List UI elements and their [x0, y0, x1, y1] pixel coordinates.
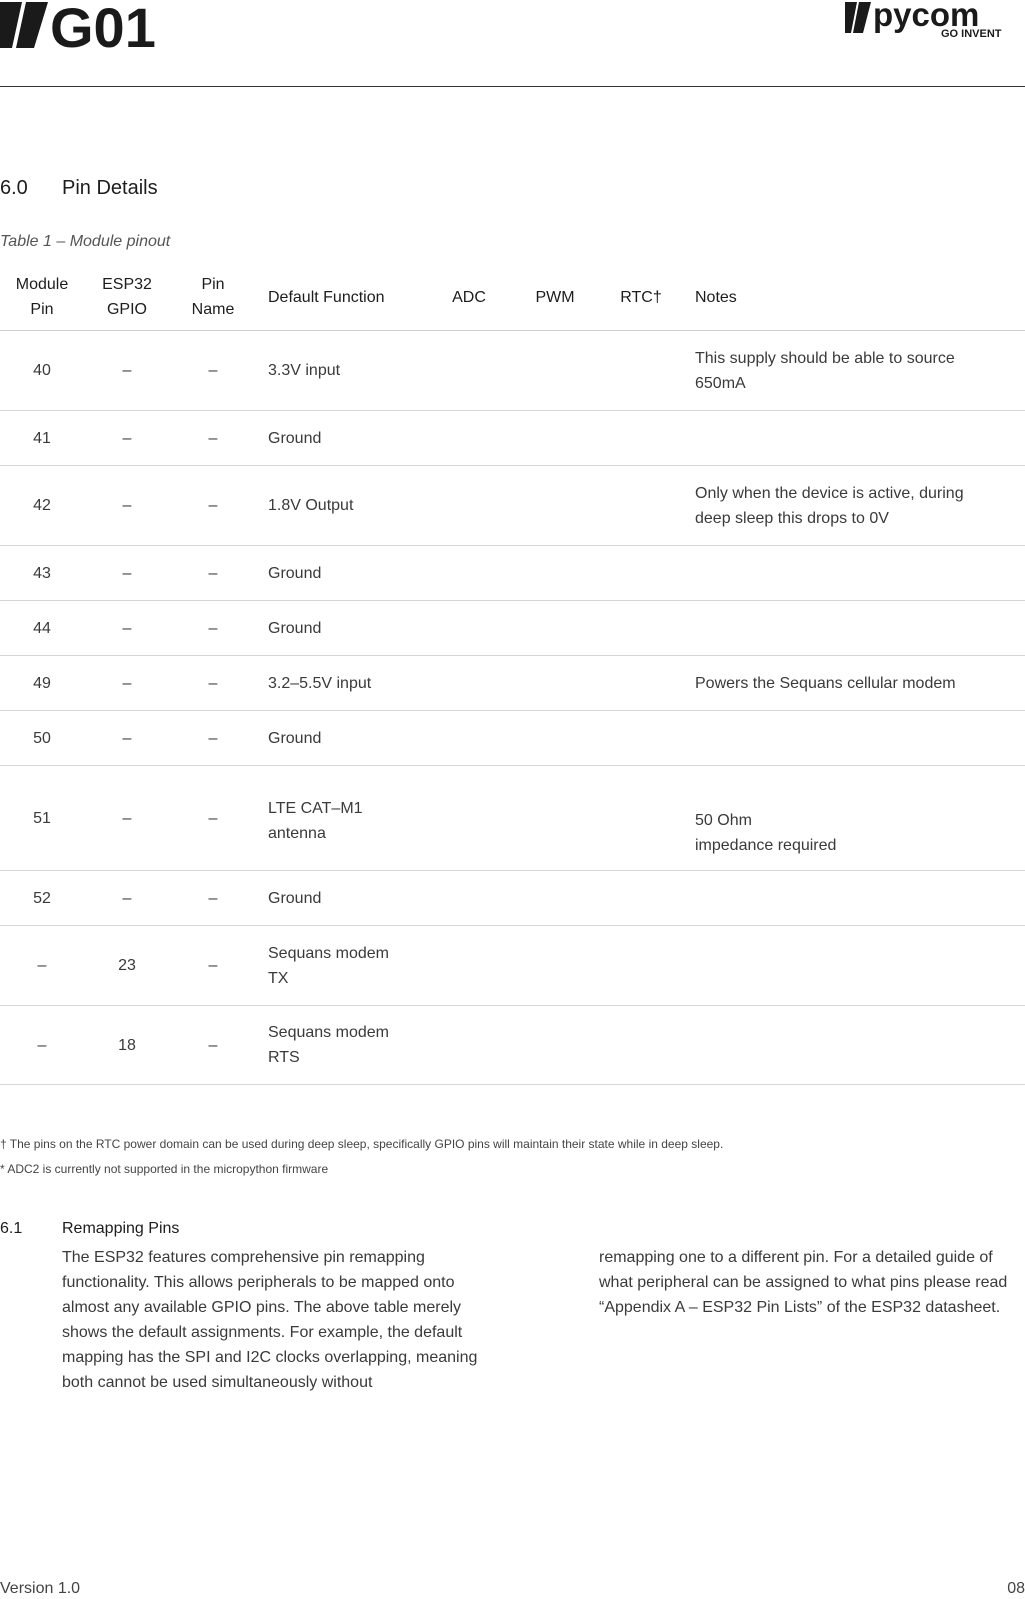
g01-logo-text: G01 [50, 0, 156, 50]
cell-pwm [524, 466, 586, 545]
cell-pwm [524, 546, 586, 600]
paragraph-column-left: The ESP32 features comprehensive pin remapping functionality. This allows peripherals to be mapped onto almost any available GPIO pins. The above table merely shows the default assignments. For example, the default mapping has the SPI and I2C clocks overlapping, meaning both cannot be used simultaneously without [62, 1249, 478, 1391]
cell-default-function: Ground [268, 889, 322, 907]
cell-pwm [524, 411, 586, 465]
cell-adc [438, 711, 500, 765]
header-divider [0, 86, 1025, 87]
footnote-adc2: * ADC2 is currently not supported in the micropython firmware [0, 1162, 329, 1176]
cell-adc [438, 546, 500, 600]
cell-default-function: Sequans modem TX [268, 944, 389, 987]
table-header [0, 264, 1025, 331]
cell-pwm [524, 766, 586, 870]
subsection-number: 6.1 [0, 1220, 23, 1237]
table-row [0, 1006, 1025, 1085]
cell-esp32-gpio: – [122, 362, 132, 379]
cell-adc [438, 871, 500, 925]
section-number: 6.0 [0, 177, 28, 199]
cell-notes [695, 601, 1025, 655]
col-header-pin-name: Pin Name [191, 276, 235, 318]
cell-esp32-gpio: 18 [118, 1036, 136, 1054]
cell-rtc [610, 601, 672, 655]
cell-module-pin: 51 [33, 809, 51, 827]
g01-logo [0, 0, 170, 50]
table-row [0, 466, 1025, 546]
cell-default-function: Ground [268, 429, 322, 447]
cell-pin-name: – [208, 729, 218, 747]
cell-pin-name: – [208, 497, 218, 514]
cell-module-pin: 41 [33, 429, 51, 447]
cell-pin-name: – [208, 809, 218, 827]
cell-esp32-gpio: – [122, 619, 132, 637]
cell-pin-name: – [208, 1036, 218, 1054]
cell-notes: Only when the device is active, during deep sleep this drops to 0V [695, 484, 964, 527]
cell-module-pin: 44 [33, 619, 51, 637]
cell-rtc [610, 656, 672, 710]
cell-esp32-gpio: – [122, 429, 132, 447]
section-title: Pin Details [62, 177, 158, 199]
cell-notes: This supply should be able to source 650mA [695, 349, 955, 392]
cell-module-pin: 49 [33, 674, 51, 692]
footer-page-number: 08 [1007, 1580, 1025, 1597]
cell-pwm [524, 656, 586, 710]
cell-rtc [610, 411, 672, 465]
cell-notes: Powers the Sequans cellular modem [695, 674, 956, 692]
cell-adc [438, 1006, 500, 1084]
footer-version: Version 1.0 [0, 1580, 81, 1597]
cell-rtc [610, 711, 672, 765]
cell-adc [438, 926, 500, 1005]
col-header-notes: Notes [695, 288, 737, 306]
cell-module-pin: – [37, 957, 47, 974]
cell-default-function: 3.2–5.5V input [268, 674, 372, 692]
cell-pwm [524, 926, 586, 1005]
cell-esp32-gpio: – [122, 889, 132, 907]
cell-adc [438, 656, 500, 710]
cell-esp32-gpio: – [122, 809, 132, 827]
cell-rtc [610, 926, 672, 1005]
col-header-default-function: Default Function [268, 288, 385, 306]
table-row [0, 766, 1025, 871]
col-header-pwm: PWM [535, 288, 575, 306]
cell-notes [695, 711, 1025, 765]
pycom-logo [845, 0, 1025, 40]
cell-adc [438, 411, 500, 465]
cell-module-pin: 40 [33, 362, 51, 379]
cell-esp32-gpio: 23 [118, 957, 136, 974]
pycom-logo-text: pycom [873, 0, 980, 33]
cell-module-pin: 43 [33, 564, 51, 582]
cell-notes [695, 1006, 1025, 1084]
cell-default-function: Ground [268, 564, 322, 582]
table-row [0, 926, 1025, 1006]
paragraph-column-right: remapping one to a different pin. For a detailed guide of what peripheral can be assigned to what pins please read “Appendix A – ESP32 Pin Lists” of the ESP32 datasheet. [599, 1249, 1008, 1316]
table-row [0, 546, 1025, 601]
cell-notes [695, 926, 1025, 1005]
footnote-rtc: † The pins on the RTC power domain can be used during deep sleep, specifically GPIO pins will maintain their state while in deep sleep. [0, 1137, 724, 1151]
cell-default-function: Ground [268, 619, 322, 637]
table-caption: Table 1 – Module pinout [0, 233, 171, 250]
cell-pwm [524, 711, 586, 765]
cell-notes: 50 Ohm impedance required [695, 812, 837, 854]
table-row [0, 656, 1025, 711]
cell-module-pin: 42 [33, 497, 51, 514]
col-header-adc: ADC [452, 288, 486, 306]
cell-rtc [610, 466, 672, 545]
cell-esp32-gpio: – [122, 729, 132, 747]
col-header-module-pin: Module Pin [15, 276, 69, 318]
col-header-rtc: RTC† [620, 288, 662, 306]
cell-rtc [610, 871, 672, 925]
cell-adc [438, 331, 500, 410]
cell-rtc [610, 766, 672, 870]
subsection-title: Remapping Pins [62, 1220, 180, 1237]
cell-module-pin: – [37, 1036, 47, 1054]
cell-default-function: Sequans modem RTS [268, 1024, 389, 1066]
cell-adc [438, 766, 500, 870]
cell-default-function: LTE CAT–M1 antenna [268, 800, 363, 842]
cell-pin-name: – [208, 889, 218, 907]
cell-pin-name: – [208, 957, 218, 974]
cell-pin-name: – [208, 362, 218, 379]
table-row [0, 411, 1025, 466]
cell-pin-name: – [208, 564, 218, 582]
pycom-tagline: GO INVENT [941, 28, 1002, 40]
cell-adc [438, 466, 500, 545]
cell-notes [695, 411, 1025, 465]
cell-module-pin: 50 [33, 729, 51, 747]
cell-module-pin: 52 [33, 889, 51, 907]
cell-rtc [610, 546, 672, 600]
table-row [0, 331, 1025, 411]
cell-esp32-gpio: – [122, 564, 132, 582]
cell-pin-name: – [208, 429, 218, 447]
table-row [0, 601, 1025, 656]
cell-notes [695, 546, 1025, 600]
cell-default-function: 3.3V input [268, 362, 341, 379]
cell-rtc [610, 331, 672, 410]
table-row [0, 871, 1025, 926]
cell-notes [695, 871, 1025, 925]
cell-pwm [524, 601, 586, 655]
cell-pin-name: – [208, 674, 218, 692]
col-header-esp32-gpio: ESP32 GPIO [102, 276, 152, 318]
cell-pwm [524, 871, 586, 925]
cell-default-function: 1.8V Output [268, 497, 354, 514]
cell-pwm [524, 331, 586, 410]
cell-esp32-gpio: – [122, 497, 132, 514]
cell-adc [438, 601, 500, 655]
cell-esp32-gpio: – [122, 674, 132, 692]
cell-pin-name: – [208, 619, 218, 637]
cell-rtc [610, 1006, 672, 1084]
table-row [0, 711, 1025, 766]
cell-pwm [524, 1006, 586, 1084]
cell-default-function: Ground [268, 729, 322, 747]
